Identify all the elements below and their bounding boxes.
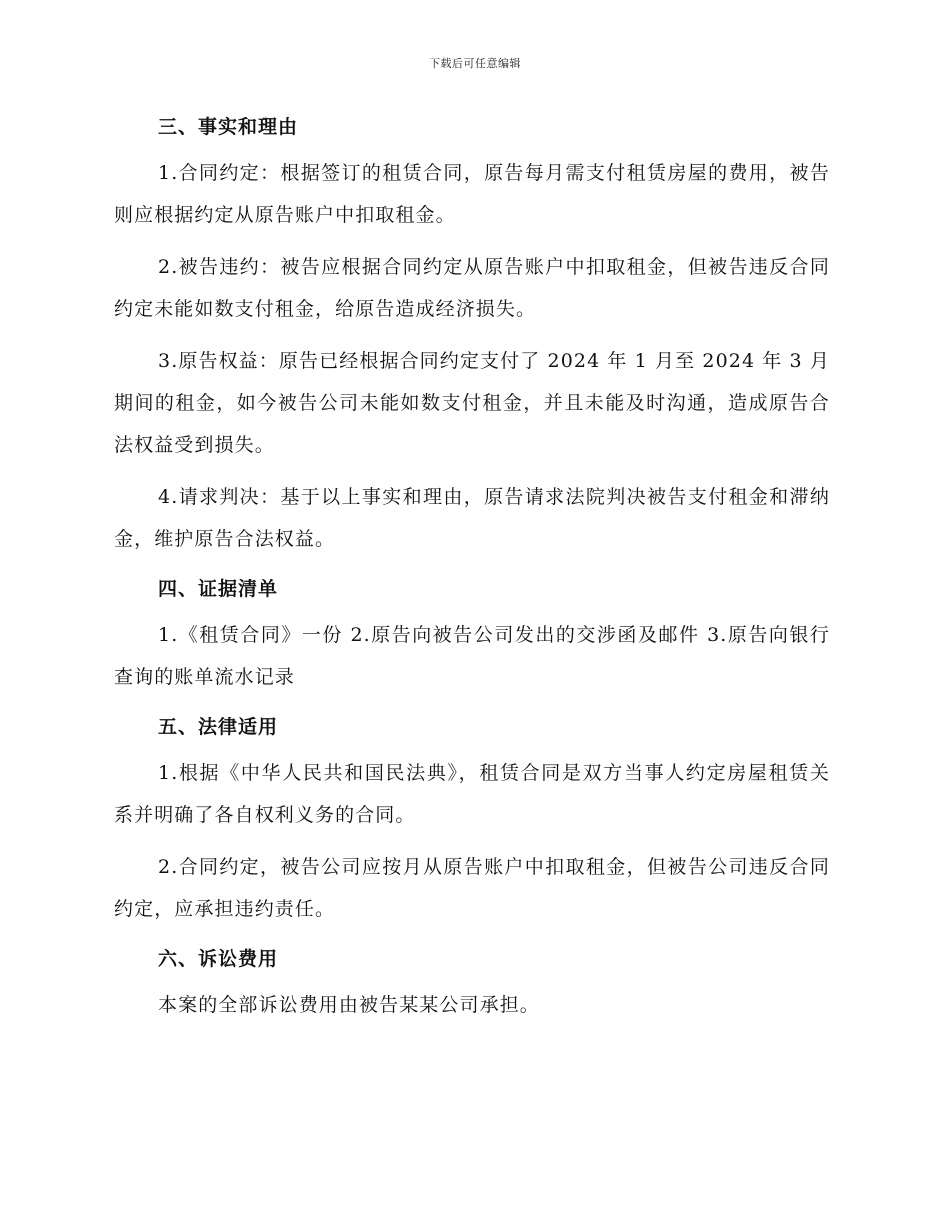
section-evidence-list: [114, 570, 830, 698]
paragraph: 1.合同约定：根据签订的租赁合同，原告每月需支付租赁房屋的费用，被告则应根据约定从原告账户中扣取租金。: [114, 162, 830, 226]
section-title: 三、事实和理由: [158, 116, 299, 138]
section-title: 四、证据清单: [158, 578, 279, 600]
section-legal-basis: [114, 708, 830, 930]
paragraph: 3.原告权益：原告已经根据合同约定支付了 2024 年 1 月至 2024 年 3 月期间的租金，如今被告公司未能如数支付租金，并且未能及时沟通，造成原告合法权益受到损失。: [114, 350, 830, 456]
page-header-note: 下载后可任意编辑: [429, 57, 521, 70]
section-litigation-costs: [114, 940, 830, 1026]
document-body: [114, 108, 830, 1026]
section-title: 五、法律适用: [158, 716, 279, 738]
paragraph: 1.根据《中华人民共和国民法典》，租赁合同是双方当事人约定房屋租赁关系并明确了各自权利义务的合同。: [114, 762, 830, 826]
paragraph: 2.被告违约：被告应根据合同约定从原告账户中扣取租金，但被告违反合同约定未能如数支付租金，给原告造成经济损失。: [114, 256, 830, 320]
paragraph: 1.《租赁合同》一份 2.原告向被告公司发出的交涉函及邮件 3.原告向银行查询的账单流水记录: [114, 624, 830, 688]
paragraph: 2.合同约定，被告公司应按月从原告账户中扣取租金，但被告公司违反合同约定，应承担违约责任。: [114, 856, 830, 920]
section-title: 六、诉讼费用: [158, 948, 279, 970]
paragraph: 本案的全部诉讼费用由被告某某公司承担。: [158, 994, 540, 1016]
paragraph: 4.请求判决：基于以上事实和理由，原告请求法院判决被告支付租金和滞纳金，维护原告合法权益。: [114, 486, 830, 550]
section-facts-and-reasons: [114, 108, 830, 560]
